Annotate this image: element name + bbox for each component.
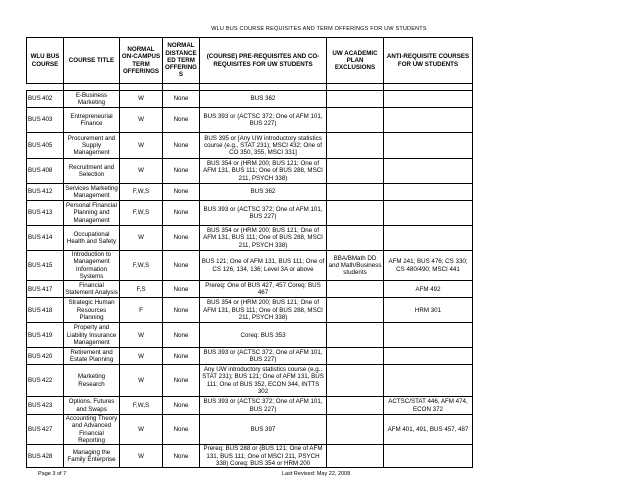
course-number: 422 bbox=[42, 377, 53, 385]
course-title-cell: Recruitment and Selection bbox=[64, 159, 120, 184]
distance-terms-cell: None bbox=[163, 348, 200, 365]
oncampus-terms-cell: F,W,S bbox=[120, 251, 163, 281]
oncampus-terms-cell: W bbox=[120, 415, 163, 445]
table-row bbox=[27, 415, 473, 445]
course-number: 427 bbox=[42, 426, 53, 434]
table-row bbox=[27, 323, 473, 348]
oncampus-terms-cell: F,W,S bbox=[120, 397, 163, 415]
course-subject: BUS bbox=[28, 331, 41, 339]
course-code-cell bbox=[27, 323, 64, 348]
antirequisites-cell bbox=[384, 108, 473, 133]
course-subject: BUS bbox=[28, 261, 41, 269]
course-subject: BUS bbox=[28, 426, 41, 434]
course-code-cell bbox=[27, 281, 64, 298]
prerequisites-cell: BUS 393 or (ACTSC 372; One of AFM 101, BUS 227) bbox=[200, 397, 327, 415]
prerequisites-cell: BUS 393 or (ACTSC 372; One of AFM 101, BUS 227) bbox=[200, 348, 327, 365]
distance-terms-cell: None bbox=[163, 133, 200, 159]
course-number: 414 bbox=[42, 234, 53, 242]
distance-terms-cell: None bbox=[163, 323, 200, 348]
course-subject: BUS bbox=[28, 95, 41, 103]
prerequisites-cell: BUS 121; One of AFM 131, BUS 111; One of CS 126, 134, 136; Level 3A or above bbox=[200, 251, 327, 281]
course-code-cell bbox=[27, 108, 64, 133]
oncampus-terms-cell: W bbox=[120, 348, 163, 365]
header-prereqs: (COURSE) PRE-REQUISITES AND CO-REQUISITES FOR UW STUDENTS bbox=[200, 38, 327, 84]
course-code-cell bbox=[27, 298, 64, 323]
course-number: 408 bbox=[42, 167, 53, 175]
table-row bbox=[27, 108, 473, 133]
header-distance: NORMAL DISTANCE ED TERM OFFERING S bbox=[163, 38, 200, 84]
distance-terms-cell: None bbox=[163, 365, 200, 397]
table-row bbox=[27, 91, 473, 108]
uw-exclusions-cell bbox=[327, 91, 384, 108]
course-number: 403 bbox=[42, 116, 53, 124]
oncampus-terms-cell: W bbox=[120, 159, 163, 184]
header-title: COURSE TITLE bbox=[64, 38, 120, 84]
oncampus-terms-cell: W bbox=[120, 323, 163, 348]
course-number: 413 bbox=[42, 209, 53, 217]
course-subject: BUS bbox=[28, 377, 41, 385]
course-code-cell bbox=[27, 159, 64, 184]
oncampus-terms-cell: W bbox=[120, 445, 163, 468]
uw-exclusions-cell bbox=[327, 323, 384, 348]
oncampus-terms-cell: W bbox=[120, 365, 163, 397]
course-title-cell: Property and Liability Insurance Management bbox=[64, 323, 120, 348]
course-code-cell bbox=[27, 251, 64, 281]
course-title-cell: Financial Statement Analysis bbox=[65, 281, 118, 297]
prerequisites-cell: Prereq: One of BUS 427, 457 Coreq: BUS 467 bbox=[200, 281, 327, 298]
distance-terms-cell: None bbox=[163, 184, 200, 201]
table-row bbox=[27, 298, 473, 323]
course-title-cell: Procurement and Supply Management bbox=[64, 133, 120, 159]
prerequisites-cell: Coreq: BUS 353 bbox=[200, 323, 327, 348]
table-row bbox=[27, 445, 473, 468]
course-title-cell: Strategic Human Resources Planning bbox=[64, 298, 120, 323]
antirequisites-cell bbox=[384, 91, 473, 108]
course-number: 420 bbox=[42, 352, 53, 360]
antirequisites-cell: AFM 241; BUS 476; CS 330; CS 480/490; MSCI 441 bbox=[384, 251, 473, 281]
course-subject: BUS bbox=[28, 209, 41, 217]
course-subject: BUS bbox=[28, 188, 41, 196]
oncampus-terms-cell: W bbox=[120, 133, 163, 159]
oncampus-terms-cell: F,W,S bbox=[120, 201, 163, 226]
course-subject: BUS bbox=[28, 285, 41, 293]
course-subject: BUS bbox=[28, 234, 41, 242]
course-title-cell: Entrepreneurial Finance bbox=[64, 108, 120, 133]
uw-exclusions-cell bbox=[327, 133, 384, 159]
antirequisites-cell bbox=[384, 365, 473, 397]
uw-exclusions-cell bbox=[327, 184, 384, 201]
course-subject: BUS bbox=[28, 167, 41, 175]
antirequisites-cell: AFM 492 bbox=[384, 281, 473, 298]
prerequisites-cell: BUS 354 or (HRM 200; BUS 121; One of AFM 131, BUS 111; One of BUS 288, MSCI 211, PSYCH 338) bbox=[200, 226, 327, 251]
course-code-cell bbox=[27, 226, 64, 251]
uw-exclusions-cell bbox=[327, 348, 384, 365]
requisites-table bbox=[26, 37, 473, 468]
header-uw-exclusions: UW ACADEMIC PLAN EXCLUSIONS bbox=[327, 38, 384, 84]
table-row bbox=[27, 348, 473, 365]
prerequisites-cell: BUS 395 or [Any UW introductory statistics course (e.g., STAT 231); MSCI 432; One of CO 350, 355, MSCI 331] bbox=[200, 133, 327, 159]
uw-exclusions-cell bbox=[327, 281, 384, 298]
course-number: 428 bbox=[42, 452, 53, 460]
uw-exclusions-cell: BBA/BMath DD and Math/Business students bbox=[327, 251, 384, 281]
oncampus-terms-cell: F bbox=[120, 298, 163, 323]
distance-terms-cell: None bbox=[163, 91, 200, 108]
antirequisites-cell bbox=[384, 323, 473, 348]
course-subject: BUS bbox=[28, 141, 41, 149]
course-title-cell: Personal Financial Planning and Management bbox=[64, 201, 120, 226]
oncampus-terms-cell: F,W,S bbox=[120, 184, 163, 201]
prerequisites-cell: BUS 393 or (ACTSC 372; One of AFM 101, BUS 227) bbox=[200, 201, 327, 226]
course-subject: BUS bbox=[28, 402, 41, 410]
prerequisites-cell: BUS 354 or (HRM 200; BUS 121; One of AFM 131, BUS 111; One of BUS 288, MSCI 211, PSYCH 338) bbox=[200, 159, 327, 184]
course-subject: BUS bbox=[28, 452, 41, 460]
course-code-cell bbox=[27, 91, 64, 108]
antirequisites-cell: HRM 301 bbox=[384, 298, 473, 323]
footer-last-revised: Last Revised: May 22, 2008 bbox=[282, 471, 351, 477]
course-code-cell bbox=[27, 445, 64, 468]
table-header bbox=[27, 38, 473, 84]
course-title-cell: Services Marketing Management bbox=[65, 184, 118, 199]
header-course: WLU BUS COURSE bbox=[27, 38, 64, 84]
course-code-cell bbox=[27, 201, 64, 226]
distance-terms-cell: None bbox=[163, 298, 200, 323]
course-number: 405 bbox=[42, 141, 53, 149]
course-subject: BUS bbox=[28, 306, 41, 314]
table-row bbox=[27, 397, 473, 415]
prerequisites-cell: Any UW introductory statistics course (e.g., STAT 231); BUS 121; One of AFM 131, BUS 111; One of BUS 352, ECON 344, INTTS 302 bbox=[200, 365, 327, 397]
antirequisites-cell bbox=[384, 226, 473, 251]
distance-terms-cell: None bbox=[163, 226, 200, 251]
course-title-cell: Accounting Theory and Advanced Financial Reporting bbox=[64, 415, 120, 445]
uw-exclusions-cell bbox=[327, 201, 384, 226]
course-number: 417 bbox=[42, 285, 53, 293]
antirequisites-cell bbox=[384, 445, 473, 468]
course-title-cell: E-Business Marketing bbox=[64, 91, 120, 108]
table-body bbox=[27, 84, 473, 468]
uw-exclusions-cell bbox=[327, 397, 384, 415]
course-number: 415 bbox=[42, 261, 53, 269]
footer-page-number: Page 3 of 7 bbox=[38, 471, 67, 477]
table-row bbox=[27, 365, 473, 397]
table-row bbox=[27, 226, 473, 251]
course-number: 419 bbox=[42, 331, 53, 339]
table-row bbox=[27, 201, 473, 226]
table-row bbox=[27, 184, 473, 201]
table-row bbox=[27, 133, 473, 159]
oncampus-terms-cell: F,S bbox=[120, 281, 163, 298]
oncampus-terms-cell: W bbox=[120, 108, 163, 133]
course-title-cell: Introduction to Management Information Systems bbox=[64, 251, 120, 281]
prerequisites-cell: BUS 362 bbox=[200, 91, 327, 108]
uw-exclusions-cell bbox=[327, 108, 384, 133]
oncampus-terms-cell: W bbox=[120, 226, 163, 251]
table-row bbox=[27, 281, 473, 298]
prerequisites-cell: BUS 354 or (HRM 200; BUS 121; One of AFM 131, BUS 111; One of BUS 288, MSCI 211, PSYCH 338) bbox=[200, 298, 327, 323]
course-subject: BUS bbox=[28, 116, 41, 124]
course-code-cell bbox=[27, 348, 64, 365]
distance-terms-cell: None bbox=[163, 397, 200, 415]
course-title-cell: Managing the Family Enterprise bbox=[64, 445, 120, 468]
antirequisites-cell: AFM 401, 491, BUS 457, 487 bbox=[384, 415, 473, 445]
course-subject: BUS bbox=[28, 352, 41, 360]
course-number: 418 bbox=[42, 306, 53, 314]
course-title-cell: Options, Futures and Swaps bbox=[64, 397, 120, 415]
course-number: 423 bbox=[42, 402, 53, 410]
distance-terms-cell: None bbox=[163, 445, 200, 468]
distance-terms-cell: None bbox=[163, 201, 200, 226]
course-title-cell: Marketing Research bbox=[64, 365, 120, 397]
prerequisites-cell: BUS 362 bbox=[200, 184, 327, 201]
header-antireqs: ANTI-REQUISITE COURSES FOR UW STUDENTS bbox=[384, 38, 473, 84]
distance-terms-cell: None bbox=[163, 281, 200, 298]
document-title: WLU BUS COURSE REQUISITES AND TERM OFFERINGS FOR UW STUDENTS bbox=[211, 26, 427, 32]
distance-terms-cell: None bbox=[163, 159, 200, 184]
distance-terms-cell: None bbox=[163, 251, 200, 281]
uw-exclusions-cell bbox=[327, 298, 384, 323]
antirequisites-cell bbox=[384, 159, 473, 184]
course-code-cell bbox=[27, 397, 64, 415]
uw-exclusions-cell bbox=[327, 159, 384, 184]
course-code-cell bbox=[27, 133, 64, 159]
course-code-cell bbox=[27, 184, 64, 201]
prerequisites-cell: Prereq: BUS 288 or (BUS 121; One of AFM 131, BUS 111; One of MSCI 211, PSYCH 338) Coreq: BUS 354 or HRM 200 bbox=[200, 445, 327, 468]
uw-exclusions-cell bbox=[327, 445, 384, 468]
header-oncampus: NORMAL ON-CAMPUS TERM OFFERINGS bbox=[120, 38, 163, 84]
course-code-cell bbox=[27, 415, 64, 445]
antirequisites-cell bbox=[384, 348, 473, 365]
antirequisites-cell bbox=[384, 201, 473, 226]
course-code-cell bbox=[27, 365, 64, 397]
prerequisites-cell: BUS 397 bbox=[200, 415, 327, 445]
course-number: 412 bbox=[42, 188, 53, 196]
oncampus-terms-cell: W bbox=[120, 91, 163, 108]
uw-exclusions-cell bbox=[327, 365, 384, 397]
antirequisites-cell bbox=[384, 133, 473, 159]
header-spacer-row bbox=[27, 84, 473, 91]
table-row bbox=[27, 159, 473, 184]
table-row bbox=[27, 251, 473, 281]
prerequisites-cell: BUS 393 or (ACTSC 372; One of AFM 101, BUS 227) bbox=[200, 108, 327, 133]
antirequisites-cell bbox=[384, 184, 473, 201]
course-number: 402 bbox=[42, 95, 53, 103]
distance-terms-cell: None bbox=[163, 108, 200, 133]
antirequisites-cell: ACTSC/STAT 446, AFM 474, ECON 372 bbox=[384, 397, 473, 415]
course-title-cell: Retirement and Estate Planning bbox=[64, 348, 120, 365]
distance-terms-cell: None bbox=[163, 415, 200, 445]
course-title-cell: Occupational Health and Safety bbox=[64, 226, 120, 251]
uw-exclusions-cell bbox=[327, 415, 384, 445]
uw-exclusions-cell bbox=[327, 226, 384, 251]
